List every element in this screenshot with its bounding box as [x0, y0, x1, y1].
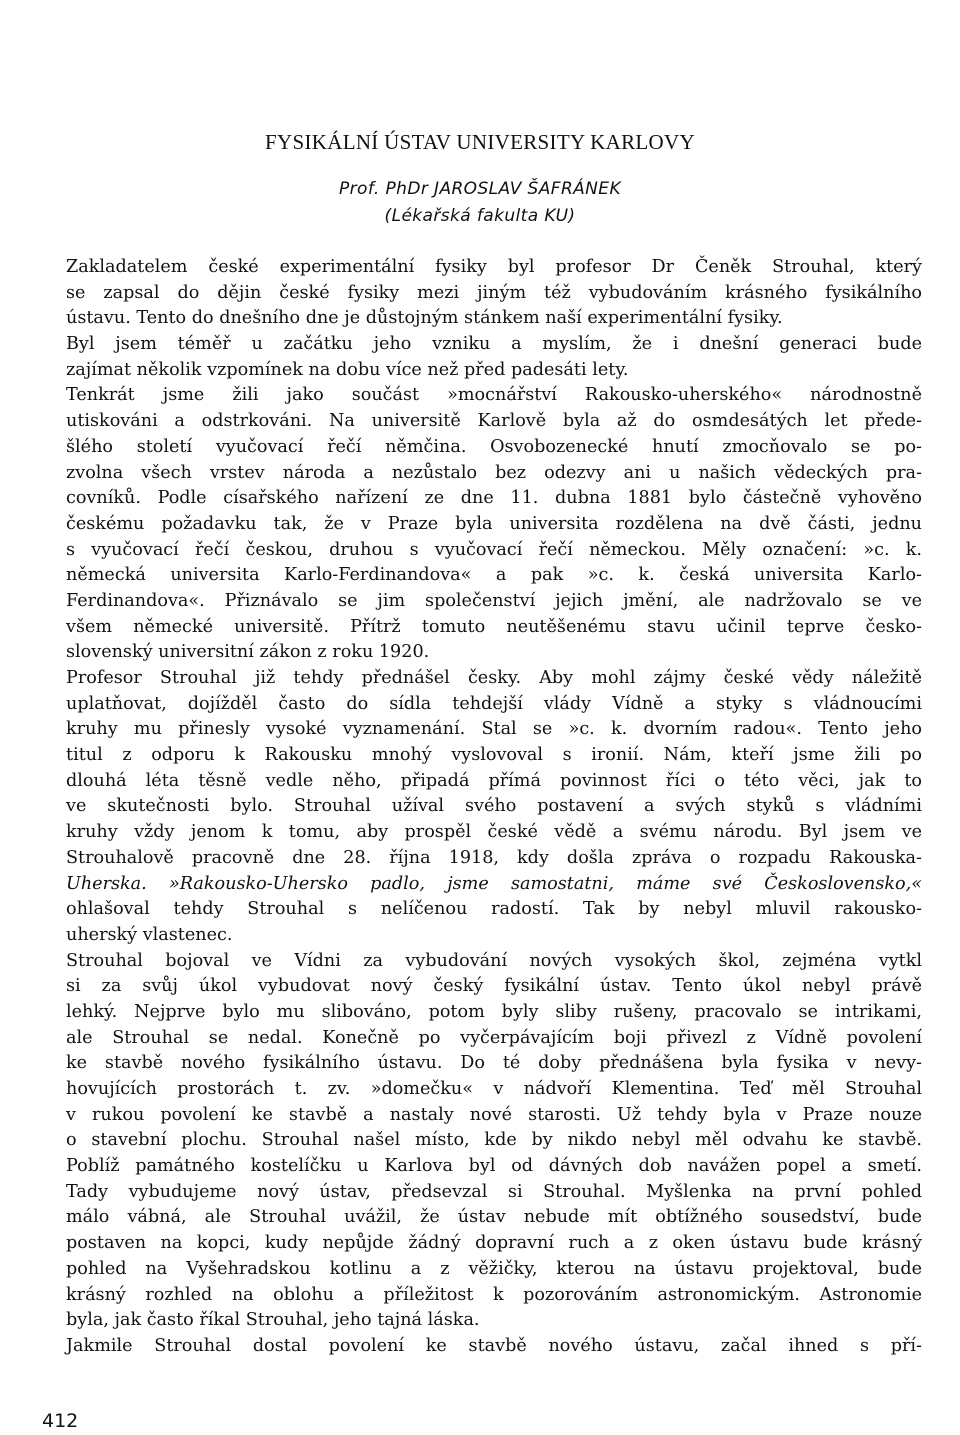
text-line: ohlašoval tehdy Strouhal s nelíčenou radostí. Tak by nebyl mluvil rakousko- — [66, 899, 922, 920]
text-line: zajímat několik vzpomínek na dobu více než před padesáti lety. — [66, 359, 629, 380]
text-line: Jakmile Strouhal dostal povolení ke stavbě nového ústavu, začal ihned s pří- — [66, 1335, 922, 1356]
text-line: kruhy mu přinesly vysoké vyznamenání. Stal se »c. k. dvorním radou«. Tento jeho — [66, 719, 922, 740]
text-line: Profesor Strouhal již tehdy přednášel česky. Aby mohl zájmy české vědy náležitě — [66, 668, 922, 688]
text-line: krásný rozhled na oblohu a příležitost k pozorováním astronomickým. Astronomie — [66, 1284, 922, 1305]
author-affiliation: (Lékařská fakulta KU) — [384, 206, 576, 226]
text-line: covníků. Podle císařského nařízení ze dne 11. dubna 1881 bylo částečně vyhověno — [66, 488, 922, 509]
text-line: lehký. Nejprve bylo mu slibováno, potom byly sliby rušeny, pracovalo se intrikami, — [66, 1001, 922, 1022]
text-line: dlouhá léta těsně vedle něho, připadá přímá povinnost říci o této věci, jak to — [66, 770, 922, 791]
text-line: se zapsal do dějin české fysiky mezi jiným též vybudováním krásného fysikálního — [66, 282, 922, 303]
text-line: v rukou povolení ke stavbě a nastaly nové starosti. Už tehdy byla v Praze nouze — [66, 1104, 922, 1125]
text-line: Tenkrát jsme žili jako součást »mocnářství Rakousko-uherského« národnostně — [66, 385, 922, 406]
text-line: Strouhalově pracovně dne 28. října 1918, kdy došla zpráva o rozpadu Rakouska- — [66, 847, 922, 868]
text-line: německá universita Karlo-Ferdinandova« a pak »c. k. česká universita Karlo- — [66, 565, 922, 586]
text-line: Ferdinandova«. Přiznávalo se jim společenství jejich jmění, ale nadržovalo se ve — [66, 590, 922, 611]
article-body — [66, 255, 922, 1360]
text-line: hovujících prostorách t. zv. »domečku« v nádvoří Klementina. Teď měl Strouhal — [66, 1079, 922, 1099]
text-line: byla, jak často říkal Strouhal, jeho tajná láska. — [66, 1310, 480, 1331]
text-line: zvolna všech vrstev národa a nezůstalo bez odezvy ani u našich vědeckých pra- — [66, 462, 922, 483]
article-title: FYSIKÁLNÍ ÚSTAV UNIVERSITY KARLOVY — [265, 130, 695, 154]
text-line: kruhy vždy jenom k tomu, aby prospěl české vědě a svému národu. Byl jsem ve — [66, 822, 922, 843]
text-line: Strouhal bojoval ve Vídni za vybudování nových vysokých škol, zejména vytkl — [66, 950, 922, 971]
text-line: Tady vybudujeme nový ústav, předsevzal si Strouhal. Myšlenka na první pohled — [66, 1181, 922, 1202]
text-line: slovenský universitní zákon z roku 1920. — [66, 642, 430, 663]
text-line: ústavu. Tento do dnešního dne je důstojným stánkem naší experimentální fysiky. — [66, 308, 783, 329]
author-name: Prof. PhDr JAROSLAV ŠAFRÁNEK — [338, 179, 621, 199]
text-line: pohled na Vyšehradskou kotlinu a z věžičky, kterou na ústavu projektoval, bude — [66, 1258, 922, 1279]
text-line: ale Strouhal se nedal. Konečně po vyčerpávajícím boji přivezl z Vídně povolení — [66, 1027, 922, 1048]
text-line: všem německé universitě. Přítrž tomuto neutěšenému stavu učinil teprve česko- — [66, 616, 922, 637]
text-line: titul z odporu k Rakousku mnohý vyslovoval s ironií. Nám, kteří jsme žili po — [66, 745, 922, 766]
text-line: Zakladatelem české experimentální fysiky byl profesor Dr Čeněk Strouhal, který — [66, 257, 922, 277]
text-line: českému požadavku tak, že v Praze byla universita rozdělena na dvě části, jednu — [66, 513, 922, 534]
text-line: si za svůj úkol vybudovat nový český fysikální ústav. Tento úkol nebyl právě — [66, 976, 922, 997]
text-line: s vyučovací řečí českou, druhou s vyučovací řečí německou. Měly označení: »c. k. — [66, 539, 922, 560]
text-line: uherský vlastenec. — [66, 924, 233, 945]
text-line: o stavební plochu. Strouhal našel místo, kde by nikdo nebyl měl odvahu ke stavbě. — [66, 1130, 922, 1151]
text-line: uplatňovat, dojížděl často do sídla tehdejší vlády Vídně a styky s vládnoucími — [66, 693, 922, 714]
text-line: Byl jsem téměř u začátku jeho vzniku a myslím, že i dnešní generaci bude — [66, 334, 922, 355]
page-number: 412 — [42, 1410, 79, 1432]
text-line-quote: Uherska. »Rakousko-Uhersko padlo, jsme samostatni, máme své Československo,« — [66, 873, 922, 894]
text-line: ve skutečnosti bylo. Strouhal užíval svého postavení a svých styků s vládními — [66, 796, 922, 817]
text-line: ke stavbě nového fysikálního ústavu. Do té doby přednášena byla fysika v nevy- — [66, 1053, 922, 1074]
text-line: Poblíž památného kostelíčku u Karlova byl od dávných dob navážen popel a smetí. — [66, 1156, 922, 1177]
text-line: šlého století vyučovací řečí němčina. Osvobozenecké hnutí zmocňovalo se po- — [66, 436, 922, 457]
text-line: postaven na kopci, kudy nepůjde žádný dopravní ruch a z oken ústavu bude krásný — [66, 1233, 922, 1254]
text-line: utiskováni a odstrkováni. Na universitě Karlově byla až do osmdesátých let přede- — [66, 411, 922, 432]
text-line: málo vábná, ale Strouhal uvážil, že ústav nebude mít obtížného sousedství, bude — [66, 1207, 922, 1228]
